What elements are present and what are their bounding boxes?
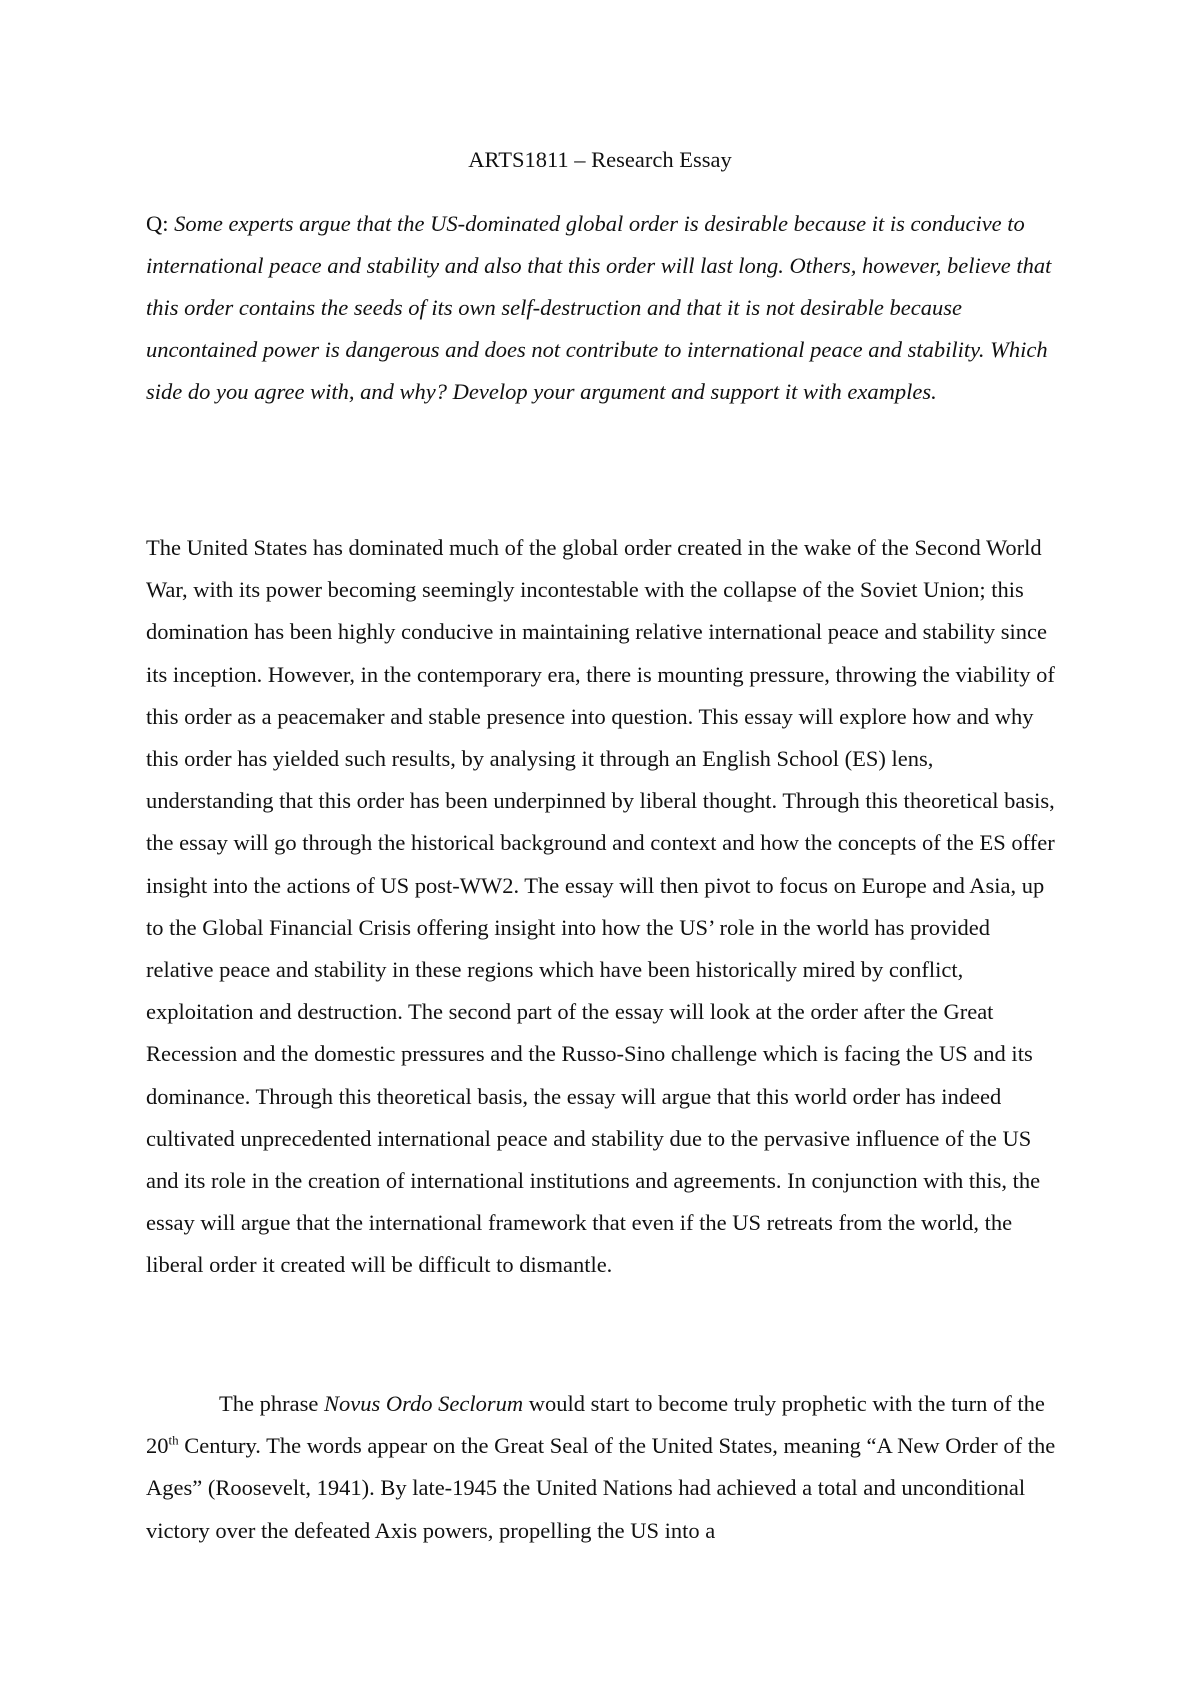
paragraph-lead: The phrase — [219, 1391, 324, 1416]
document-title: ARTS1811 – Research Essay — [468, 147, 732, 172]
question-prefix: Q: — [146, 211, 175, 236]
body-paragraph — [146, 1383, 1061, 1552]
essay-question — [146, 203, 1061, 413]
paragraph-after-phrase: would start to become truly prophetic with the turn of the 20 — [146, 1391, 1045, 1459]
question-text: Some experts argue that the US-dominated global order is desirable because it is conducive to international peace and stability and also that this order will last long. Others, however, believe that this order contains the seeds of its own self-destruction and that it is not desirable because uncontained power is dangerous and does not contribute to international peace and stability. Which side do you agree with, and why? Develop your argument and support it with examples. — [146, 211, 1052, 404]
paragraph-rest: Century. The words appear on the Great Seal of the United States, meaning “A New Order of the Ages” (Roosevelt, 1941). By late-1945 the United Nations had achieved a total and unconditional victory over the defeated Axis powers, propelling the US into a — [146, 1433, 1056, 1543]
latin-phrase: Novus Ordo Seclorum — [323, 1391, 524, 1416]
ordinal-superscript: th — [168, 1432, 179, 1448]
introduction-paragraph: The United States has dominated much of the global order created in the wake of the Second World War, with its power becoming seemingly incontestable with the collapse of the Soviet Union; this domination has been highly conducive in maintaining relative international peace and stability since its inception. However, in the contemporary era, there is mounting pressure, throwing the viability of this order as a peacemaker and stable presence into question. This essay will explore how and why this order has yielded such results, by analysing it through an English School (ES) lens, understanding that this order has been underpinned by liberal thought. Through this theoretical basis, the essay will go through the historical background and context and how the concepts of the ES offer insight into the actions of US post-WW2. The essay will then pivot to focus on Europe and Asia, up to the Global Financial Crisis offering insight into how the US’ role in the world has provided relative peace and stability in these regions which have been historically mired by conflict, exploitation and destruction. The second part of the essay will look at the order after the Great Recession and the domestic pressures and the Russo-Sino challenge which is facing the US and its dominance. Through this theoretical basis, the essay will argue that this world order has indeed cultivated unprecedented international peace and stability due to the pervasive influence of the US and its role in the creation of international institutions and agreements. In conjunction with this, the essay will argue that the international framework that even if the US retreats from the world, the liberal order it created will be difficult to dismantle. — [146, 535, 1055, 1278]
